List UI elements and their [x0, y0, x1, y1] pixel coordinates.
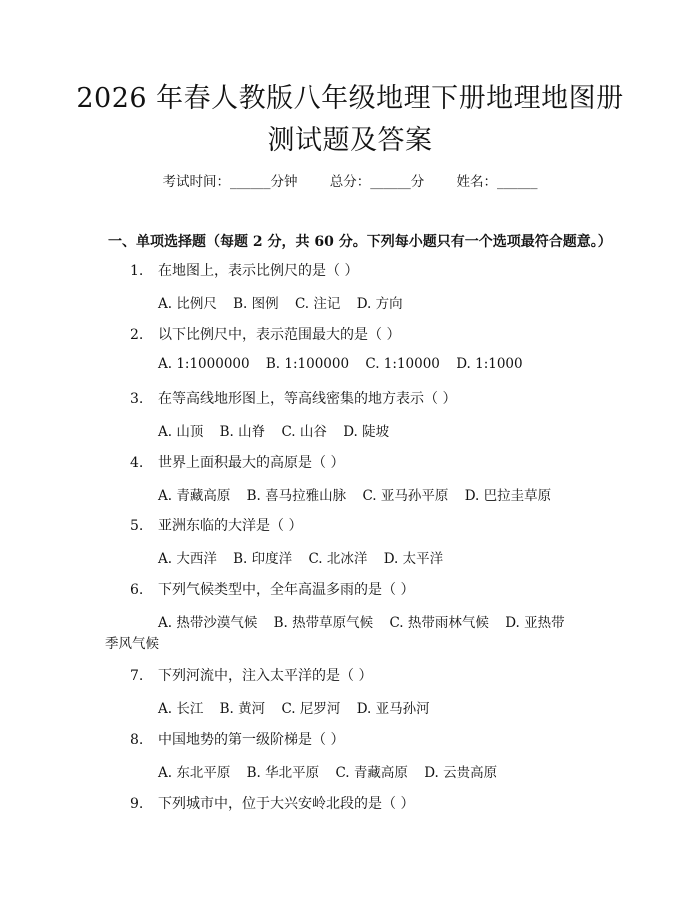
question-stem: 以下比例尺中，表示范围最大的是（ ） [158, 327, 401, 343]
total-score: 总分：______分 [329, 174, 425, 190]
question-1 [130, 260, 358, 280]
question-8 [130, 729, 344, 749]
question-stem: 下列河流中，注入太平洋的是（ ） [158, 668, 373, 684]
option-c[interactable]: C. 北冰洋 [308, 551, 368, 567]
title-line-1: 2026 年春人教版八年级地理下册地理地图册 [76, 83, 624, 114]
option-c[interactable]: C. 青藏高原 [335, 765, 408, 781]
question-1-options [158, 292, 415, 312]
option-a[interactable]: A. 1:1000000 [158, 356, 250, 372]
option-c[interactable]: C. 亚马孙平原 [362, 488, 449, 504]
question-5 [130, 515, 302, 535]
question-8-options [158, 761, 509, 781]
option-c[interactable]: C. 注记 [294, 296, 341, 312]
question-6 [130, 579, 414, 599]
option-d[interactable]: D. 巴拉圭草原 [464, 488, 552, 504]
title-line-2: 测试题及答案 [267, 125, 433, 156]
question-number: 6. [130, 582, 144, 598]
exam-time: 考试时间：______分钟 [162, 174, 298, 190]
option-b[interactable]: B. 黄河 [219, 701, 266, 717]
option-d[interactable]: D. 云贵高原 [424, 765, 498, 781]
question-4-options [158, 484, 563, 504]
option-b[interactable]: B. 山脊 [219, 424, 266, 440]
option-d[interactable]: D. 亚热带 [505, 615, 565, 631]
option-b[interactable]: B. 印度洋 [233, 551, 293, 567]
option-d[interactable]: D. 陡坡 [343, 424, 390, 440]
option-a[interactable]: A. 长江 [158, 701, 204, 717]
question-number: 2. [130, 327, 144, 343]
question-9 [130, 793, 414, 813]
question-stem: 亚洲东临的大洋是（ ） [158, 518, 303, 534]
section-title: 一、单项选择题（每题 2 分，共 60 分。下列每小题只有一个选项最符合题意。） [108, 234, 612, 250]
option-d-continuation: 季风气候 [105, 636, 159, 652]
question-stem: 下列城市中，位于大兴安岭北段的是（ ） [158, 796, 415, 812]
option-d[interactable]: D. 太平洋 [383, 551, 444, 567]
question-7 [130, 665, 372, 685]
question-number: 7. [130, 668, 144, 684]
option-b[interactable]: B. 图例 [233, 296, 279, 312]
option-b[interactable]: B. 热带草原气候 [273, 615, 374, 631]
option-d[interactable]: D. 1:1000 [456, 356, 523, 372]
question-number: 9. [130, 796, 144, 812]
question-4 [130, 452, 344, 472]
question-2 [130, 324, 400, 344]
question-stem: 世界上面积最大的高原是（ ） [158, 455, 345, 471]
exam-meta [0, 170, 700, 190]
option-c[interactable]: C. 尼罗河 [281, 701, 341, 717]
question-3 [130, 388, 456, 408]
question-number: 4. [130, 455, 144, 471]
option-b[interactable]: B. 1:100000 [265, 356, 350, 372]
option-b[interactable]: B. 华北平原 [246, 765, 320, 781]
option-a[interactable]: A. 东北平原 [158, 765, 231, 781]
question-5-options [158, 547, 455, 567]
option-a[interactable]: A. 比例尺 [158, 296, 217, 312]
question-stem: 下列气候类型中，全年高温多雨的是（ ） [158, 582, 415, 598]
option-a[interactable]: A. 青藏高原 [158, 488, 231, 504]
question-3-options [158, 420, 401, 440]
question-number: 3. [130, 391, 144, 407]
document-title [60, 78, 640, 162]
option-a[interactable]: A. 大西洋 [158, 551, 217, 567]
option-a[interactable]: A. 热带沙漠气候 [158, 615, 258, 631]
question-stem: 中国地势的第一级阶梯是（ ） [158, 732, 345, 748]
option-c[interactable]: C. 1:10000 [365, 356, 440, 372]
option-d[interactable]: D. 亚马孙河 [356, 701, 430, 717]
question-number: 5. [130, 518, 144, 534]
option-c[interactable]: C. 热带雨林气候 [389, 615, 489, 631]
option-c[interactable]: C. 山谷 [281, 424, 327, 440]
question-7-options [158, 697, 442, 717]
question-6-options [158, 611, 577, 631]
student-name: 姓名：______ [456, 174, 538, 190]
question-number: 1. [130, 263, 144, 279]
question-stem: 在等高线地形图上，等高线密集的地方表示（ ） [158, 391, 457, 407]
option-b[interactable]: B. 喜马拉雅山脉 [246, 488, 347, 504]
option-a[interactable]: A. 山顶 [158, 424, 204, 440]
question-number: 8. [130, 732, 144, 748]
question-stem: 在地图上，表示比例尺的是（ ） [158, 263, 359, 279]
question-2-options [158, 356, 535, 372]
option-d[interactable]: D. 方向 [356, 296, 403, 312]
